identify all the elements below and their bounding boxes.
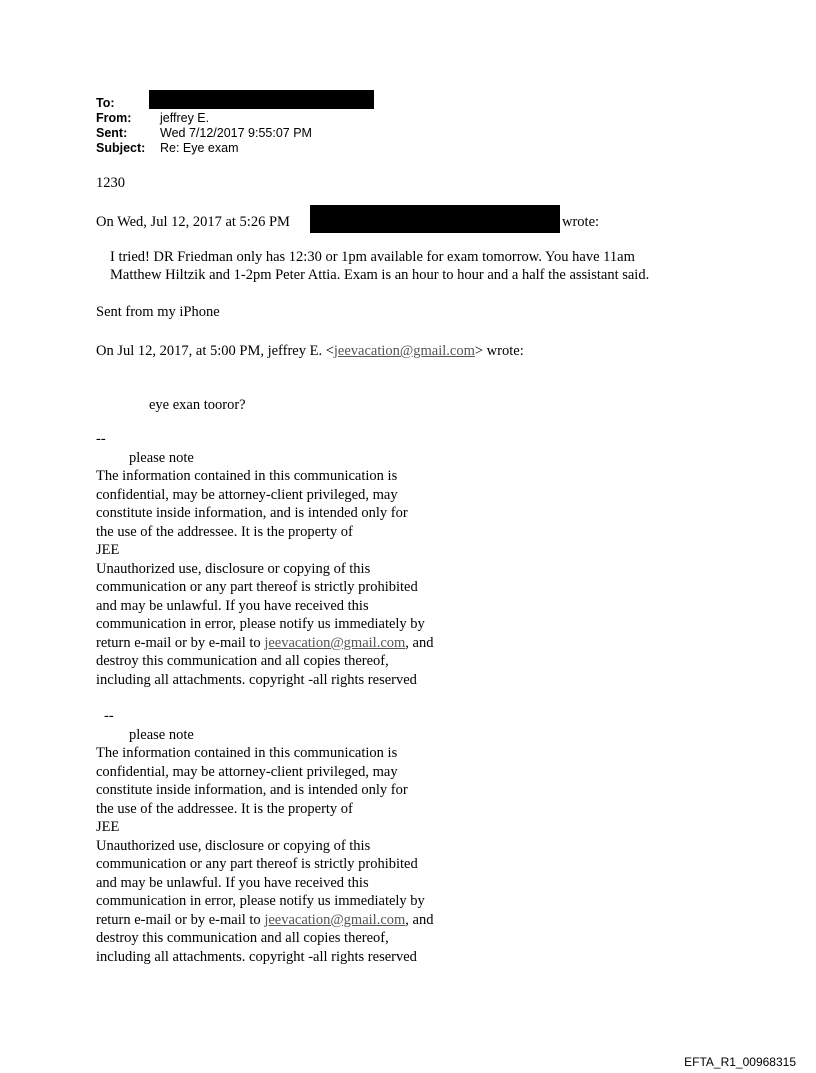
disc-line-9: communication in error, please notify us immediately by [96, 893, 425, 909]
disc-line-10-after: , and [405, 634, 434, 651]
disc-line-11: destroy this communication and all copies thereof, [96, 930, 389, 946]
subject-label: Subject: [96, 141, 146, 155]
disc-line-4: the use of the addressee. It is the property of [96, 800, 353, 817]
quote2-text: eye exan tooror? [149, 397, 246, 413]
disc-line-5: JEE [96, 542, 120, 558]
document-id: EFTA_R1_00968315 [684, 1055, 796, 1069]
signature: Sent from my iPhone [96, 304, 220, 320]
disc-line-2: confidential, may be attorney-client privileged, may [96, 763, 398, 780]
sent-value: Wed 7/12/2017 9:55:07 PM [160, 126, 312, 140]
disc-line-3: constitute inside information, and is intended only for [96, 782, 408, 798]
reply-text: 1230 [96, 175, 125, 191]
sent-row [96, 126, 312, 141]
quote1-line2: Matthew Hiltzik and 1-2pm Peter Attia. Exam is an hour to hour and a half the assistant said. [110, 267, 650, 283]
disc-line-2: confidential, may be attorney-client privileged, may [96, 486, 398, 503]
subject-row [96, 141, 312, 156]
disclaimer-1 [96, 430, 433, 689]
disc-line-6: Unauthorized use, disclosure or copying of this [96, 837, 371, 854]
disc-line-11: destroy this communication and all copies thereof, [96, 653, 389, 669]
disc-line-3: constitute inside information, and is intended only for [96, 505, 408, 521]
separator: -- [104, 708, 114, 724]
note: please note [129, 449, 194, 466]
disc-line-4: the use of the addressee. It is the property of [96, 523, 353, 540]
disc-line-12: including all attachments. copyright -all rights reserved [96, 671, 417, 688]
disc-line-10 [96, 634, 433, 653]
disc-line-1: The information contained in this communication is [96, 745, 398, 761]
quote2-intro [96, 342, 524, 360]
redaction-sender [310, 205, 560, 233]
disc-line-10-before: return e-mail or by e-mail to [96, 634, 265, 651]
disc-line-12: including all attachments. copyright -all rights reserved [96, 948, 417, 965]
disc-line-8: and may be unlawful. If you have received this [96, 597, 369, 614]
disc-line-9: communication in error, please notify us immediately by [96, 616, 425, 632]
quote2-intro-before: On Jul 12, 2017, at 5:00 PM, jeffrey E. < [96, 343, 334, 359]
quote1-intro-before: On Wed, Jul 12, 2017 at 5:26 PM [96, 214, 290, 230]
quote1-intro-after: wrote: [562, 214, 600, 230]
disc-line-8: and may be unlawful. If you have received this [96, 874, 369, 891]
disclaimer-2 [96, 707, 433, 966]
disc-line-5: JEE [96, 819, 120, 835]
quote1-line1: I tried! DR Friedman only has 12:30 or 1pm available for exam tomorrow. You have 11am [110, 249, 635, 265]
sent-label: Sent: [96, 126, 128, 140]
from-label: From: [96, 111, 132, 125]
from-row [96, 111, 312, 126]
disc-line-7: communication or any part thereof is strictly prohibited [96, 856, 418, 872]
note: please note [129, 726, 194, 743]
redaction-to [149, 90, 374, 109]
disc-line-10 [96, 911, 433, 930]
disc-line-7: communication or any part thereof is strictly prohibited [96, 579, 418, 595]
quote2-intro-after: > wrote: [474, 343, 524, 359]
disc-line-10-after: , and [405, 911, 434, 928]
disc-line-6: Unauthorized use, disclosure or copying of this [96, 560, 371, 577]
separator: -- [96, 431, 106, 447]
quote2-email-link[interactable]: jeevacation@gmail.com [333, 343, 475, 359]
subject-value: Re: Eye exam [160, 141, 239, 155]
to-label: To: [96, 96, 115, 110]
disc-line-10-before: return e-mail or by e-mail to [96, 911, 265, 928]
disc-email-link[interactable]: jeevacation@gmail.com [264, 634, 406, 651]
disc-email-link[interactable]: jeevacation@gmail.com [264, 911, 406, 928]
from-value: jeffrey E. [160, 111, 210, 125]
quote1-intro [96, 213, 290, 231]
disc-line-1: The information contained in this communication is [96, 468, 398, 484]
